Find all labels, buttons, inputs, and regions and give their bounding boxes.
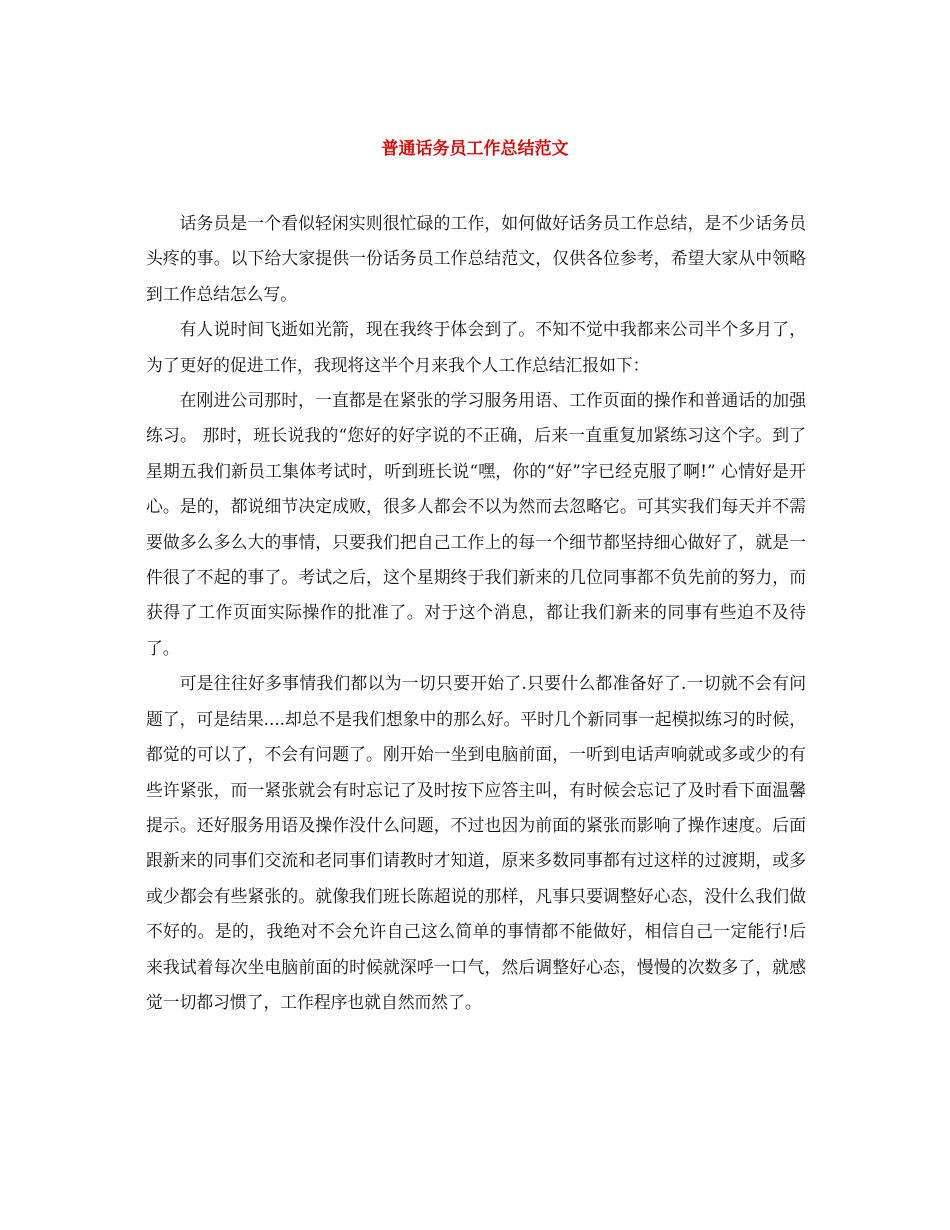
document-body <box>146 206 806 1020</box>
paragraph-time: 有人说时间飞逝如光箭，现在我终于体会到了。不知不觉中我都来公司半个多月了，为了更好的促进工作，我现将这半个月来我个人工作总结汇报如下： <box>146 319 806 375</box>
document-title: 普通话务员工作总结范文 <box>381 139 569 159</box>
paragraph-intro: 话务员是一个看似轻闲实则很忙碌的工作，如何做好话务员工作总结，是不少话务员头疼的事。以下给大家提供一份话务员工作总结范文，仅供各位参考，希望大家从中领略到工作总结怎么写。 <box>146 213 806 304</box>
paragraph-experience: 可是往往好多事情我们都以为一切只要开始了.只要什么都准备好了.一切就不会有问题了，可是结果....却总不是我们想象中的那么好。平时几个新同事一起模拟练习的时候，都觉的可以了，不会有问题了。刚开始一坐到电脑前面，一听到电话声响就或多或少的有些许紧张，而一紧张就会有时忘记了及时按下应答主叫，有时候会忘记了及时看下面温馨提示。还好服务用语及操作没什么问题，不过也因为前面的紧张而影响了操作速度。后面跟新来的同事们交流和老同事们请教时才知道，原来多数同事都有过这样的过渡期，或多或少都会有些紧张的。就像我们班长陈超说的那样，凡事只要调整好心态，没什么我们做不好的。是的，我绝对不会允许自己这么简单的事情都不能做好，相信自己一定能行!后来我试着每次坐电脑前面的时候就深呼一口气，然后调整好心态，慢慢的次数多了，就感觉一切都习惯了，工作程序也就自然而然了。 <box>146 673 806 1012</box>
paragraph-training: 在刚进公司那时，一直都是在紧张的学习服务用语、工作页面的操作和普通话的加强练习。 那时，班长说我的“您好的好字说的不正确，后来一直重复加紧练习这个字。到了星期五我们新员工集体考试时，听到班长说“嘿，你的“好”字已经克服了啊!” 心情好是开心。是的，都说细节决定成败，很多人都会不以为然而去忽略它。可其实我们每天并不需要做多么多么大的事情，只要我们把自己工作上的每一个细节都坚持细心做好了，就是一件很了不起的事了。考试之后，这个星期终于我们新来的几位同事都不负先前的努力，而获得了工作页面实际操作的批准了。对于这个消息，都让我们新来的同事有些迫不及待了。 <box>146 390 806 658</box>
